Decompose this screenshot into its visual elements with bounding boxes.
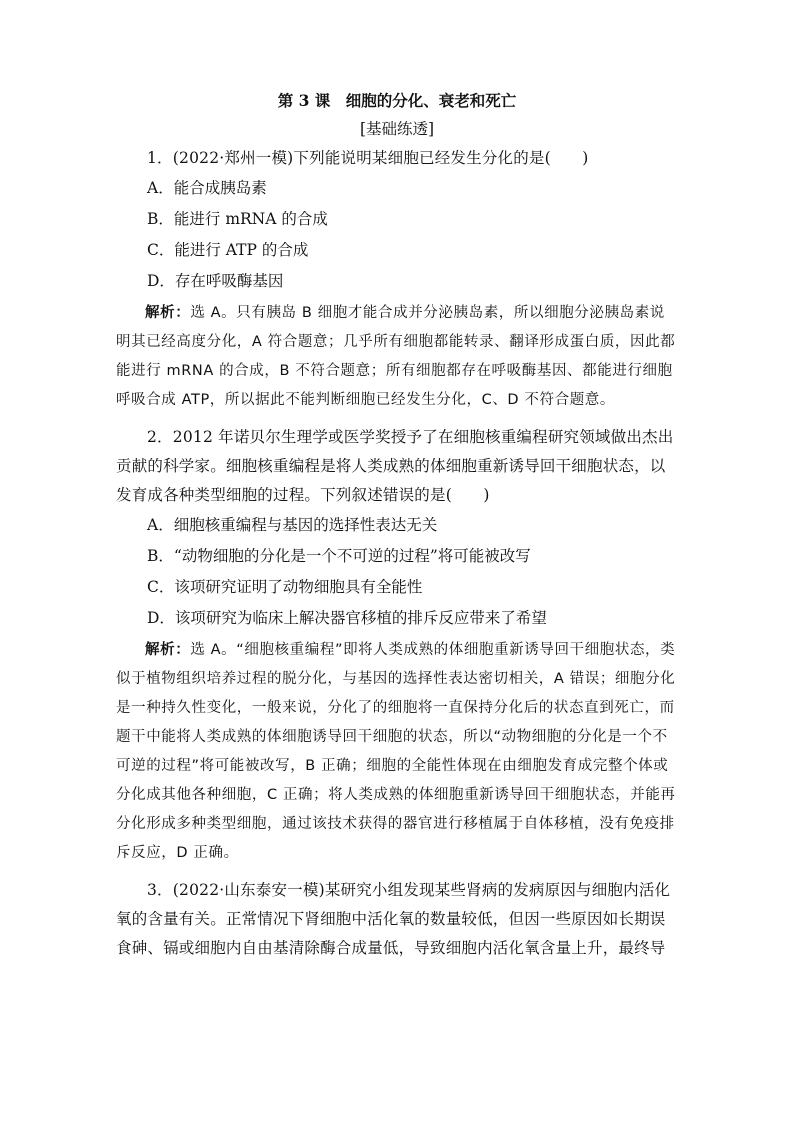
analysis-text: 选 A。只有胰岛 B 细胞才能合成并分泌胰岛素，所以细胞分泌胰岛素说明其已经高度分化，A 符合题意；几乎所有细胞都能转录、翻译形成蛋白质，因此都能进行 mRNA 的合成，B 不符合题意；所有细胞都存在呼吸酶基因、都能进行细胞呼吸合成 ATP，所以据此不能判断细胞已经发生分化，C、D 不符合题意。 (116, 305, 676, 408)
question-3-stem: 3．(2022·山东泰安一模)某研究小组发现某些肾病的发病原因与细胞内活化氧的含量有关。正常情况下肾细胞中活化氧的数量较低，但因一些原因如长期误食砷、镉或细胞内自由基清除酶合成量低，导致细胞内活化氧含量上升，最终导 (116, 881, 671, 957)
question-2-analysis (116, 636, 678, 868)
question-2-stem: 2．2012 年诺贝尔生理学或医学奖授予了在细胞核重编程研究领域做出杰出贡献的科学家。细胞核重编程是将人类成熟的体细胞重新诱导回干细胞状态，以发育成各种类型细胞的过程。下列叙述错误的是( ) (116, 428, 674, 504)
question-1-analysis (116, 299, 678, 415)
question-1-option-a: A．能合成胰岛素 (147, 179, 267, 197)
question-2-option-d: D．该项研究为临床上解决器官移植的排斥反应带来了希望 (147, 609, 547, 627)
section-label: [基础练透] (359, 120, 435, 138)
question-2-option-a: A．细胞核重编程与基因的选择性表达无关 (147, 516, 438, 534)
question-2-option-b: B．“动物细胞的分化是一个不可逆的过程”将可能被改写 (147, 547, 531, 565)
analysis-label: 解析： (145, 642, 191, 658)
question-1-option-c: C．能进行 ATP 的合成 (147, 241, 309, 259)
lesson-title: 第 3 课 细胞的分化、衰老和死亡 (277, 91, 517, 110)
question-2-option-c: C．该项研究证明了动物细胞具有全能性 (147, 578, 423, 596)
question-1-stem: 1．(2022·郑州一模)下列能说明某细胞已经发生分化的是( ) (147, 149, 589, 167)
question-1-option-b: B．能进行 mRNA 的合成 (147, 210, 328, 228)
analysis-label: 解析： (145, 305, 191, 321)
analysis-text: 选 A。“细胞核重编程”即将人类成熟的体细胞重新诱导回干细胞状态，类似于植物组织培养过程的脱分化，与基因的选择性表达密切相关，A 错误；细胞分化是一种持久性变化，一般来说，分化了的细胞将一直保持分化后的状态直到死亡，而题干中能将人类成熟的体细胞诱导回干细胞的状态，所以“动物细胞的分化是一个不可逆的过程”将可能被改写，B 正确；细胞的全能性体现在由细胞发育成完整个体或分化成其他各种细胞，C 正确；将人类成熟的体细胞重新诱导回干细胞状态，并能再分化形成多种类型细胞，通过该技术获得的器官进行移植属于自体移植，没有免疫排斥反应，D 正确。 (116, 642, 676, 861)
question-1-option-d: D．存在呼吸酶基因 (147, 272, 284, 290)
